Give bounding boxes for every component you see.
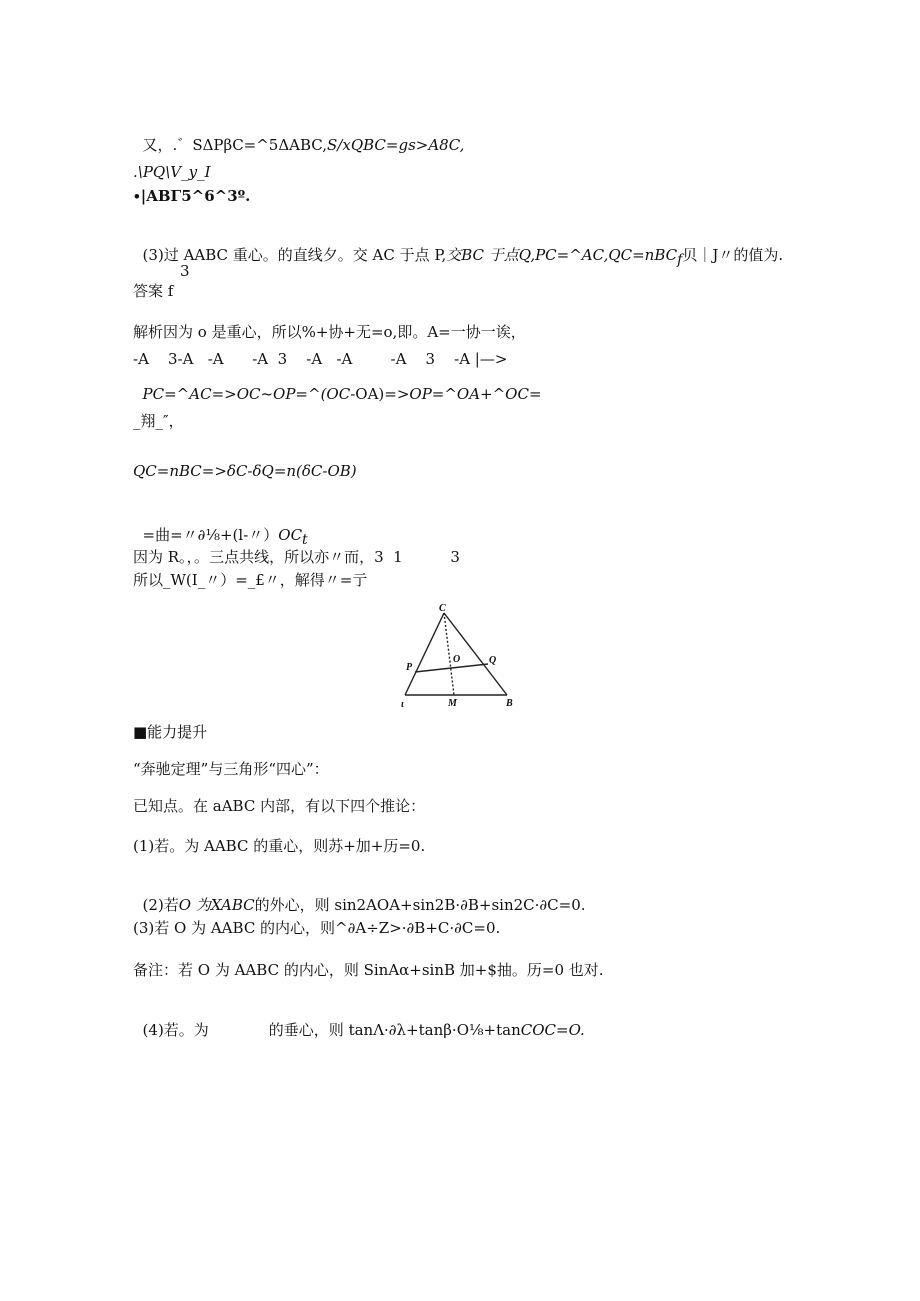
text-segment: O 为XABC	[178, 896, 255, 914]
label-C: C	[439, 603, 446, 614]
text-segment: OP=^OA+^OC=	[409, 385, 542, 403]
text-segment: 又，.゛SΔPβC=^5ΔABC,	[142, 136, 328, 154]
answer-line: 答案 f	[133, 282, 174, 300]
label-B: B	[506, 698, 513, 709]
note-line: 备注：若 O 为 AABC 的内心，则 SinAα+sinB 加+$抽。历=0 也对.	[133, 961, 604, 979]
label-P: P	[406, 662, 413, 673]
text-segment: (2)若	[142, 896, 179, 914]
solve-line: 所以_W(I_〃）=_£〃，解得〃=亍	[133, 571, 368, 589]
text-segment: 的垂心，则 tanΛ·∂λ+tanβ·O⅛+tan	[268, 1021, 521, 1039]
side-AC	[405, 613, 444, 695]
text-segment: S∕xQBC=gs>A8C,	[327, 136, 465, 154]
text-segment: OC	[278, 526, 303, 544]
item-3: (3)若 O 为 AABC 的内心，则^∂A÷Z>·∂B+C·∂C=0.	[133, 919, 501, 937]
text-segment: (3)过 AABC 重心。的直线夕。交 AC 于点 P,	[142, 246, 447, 264]
text-segment: PC=^AC=>OC~OP=^(OC-	[142, 385, 356, 403]
label-A: ι	[401, 699, 404, 710]
text-segment: COC=O.	[520, 1021, 585, 1039]
item-4	[133, 1003, 585, 1039]
text-segment: 的外心，则 sin2AOA+sin2B·∂B+sin2C·∂C=0.	[254, 896, 586, 914]
equation-line-1	[133, 367, 542, 403]
item-1: (1)若。为 AABC 的重心，则苏+加+历=0.	[133, 837, 426, 855]
label-M: M	[448, 698, 457, 709]
answer-fraction-top: 3	[180, 262, 190, 280]
text-segment: 交BC 于点Q,PC=^AC,QC=nBC	[446, 246, 678, 264]
text-segment: 贝｜J〃的值为.	[682, 246, 784, 264]
line-2: .\PQ\V_y_I	[133, 163, 211, 181]
analysis-line: 解析因为 o 是重心，所以%+协+无=o,即。A=一协一诶，	[133, 323, 526, 341]
triangle-figure	[395, 600, 535, 710]
fraction-line: _翔_″，	[133, 412, 184, 430]
equation-line-2: QC=nBC=>δC-δQ=n(δC-OB)	[133, 462, 357, 480]
text-segment: =曲=〃∂⅛+(l-〃）	[142, 526, 279, 544]
collinear-line: 因为 R。，。三点共线，所以亦〃而，3 1 3	[133, 548, 460, 566]
known-point-line: 已知点。在 aABC 内部，有以下四个推论：	[133, 797, 426, 815]
text-segment: (4)若。为	[142, 1021, 209, 1039]
theorem-title: “奔驰定理”与三角形“四心”：	[133, 760, 329, 778]
text-segment: OA)=>	[355, 385, 410, 403]
label-Q: Q	[489, 655, 497, 666]
line-4	[133, 228, 783, 269]
subscript: t	[302, 532, 308, 548]
equation-line-3	[133, 508, 308, 549]
subscript: f	[677, 252, 683, 268]
line-1	[133, 118, 464, 154]
section-heading: ■能力提升	[133, 723, 208, 741]
label-O: O	[453, 654, 461, 665]
vector-arrows-line: -A 3-A -A -A 3 -A -A -A 3 -A |—>	[133, 350, 508, 368]
line-3: ∙|ABΓ5^6^3º.	[133, 187, 251, 205]
item-2	[133, 878, 586, 914]
line-PQ	[415, 664, 488, 672]
